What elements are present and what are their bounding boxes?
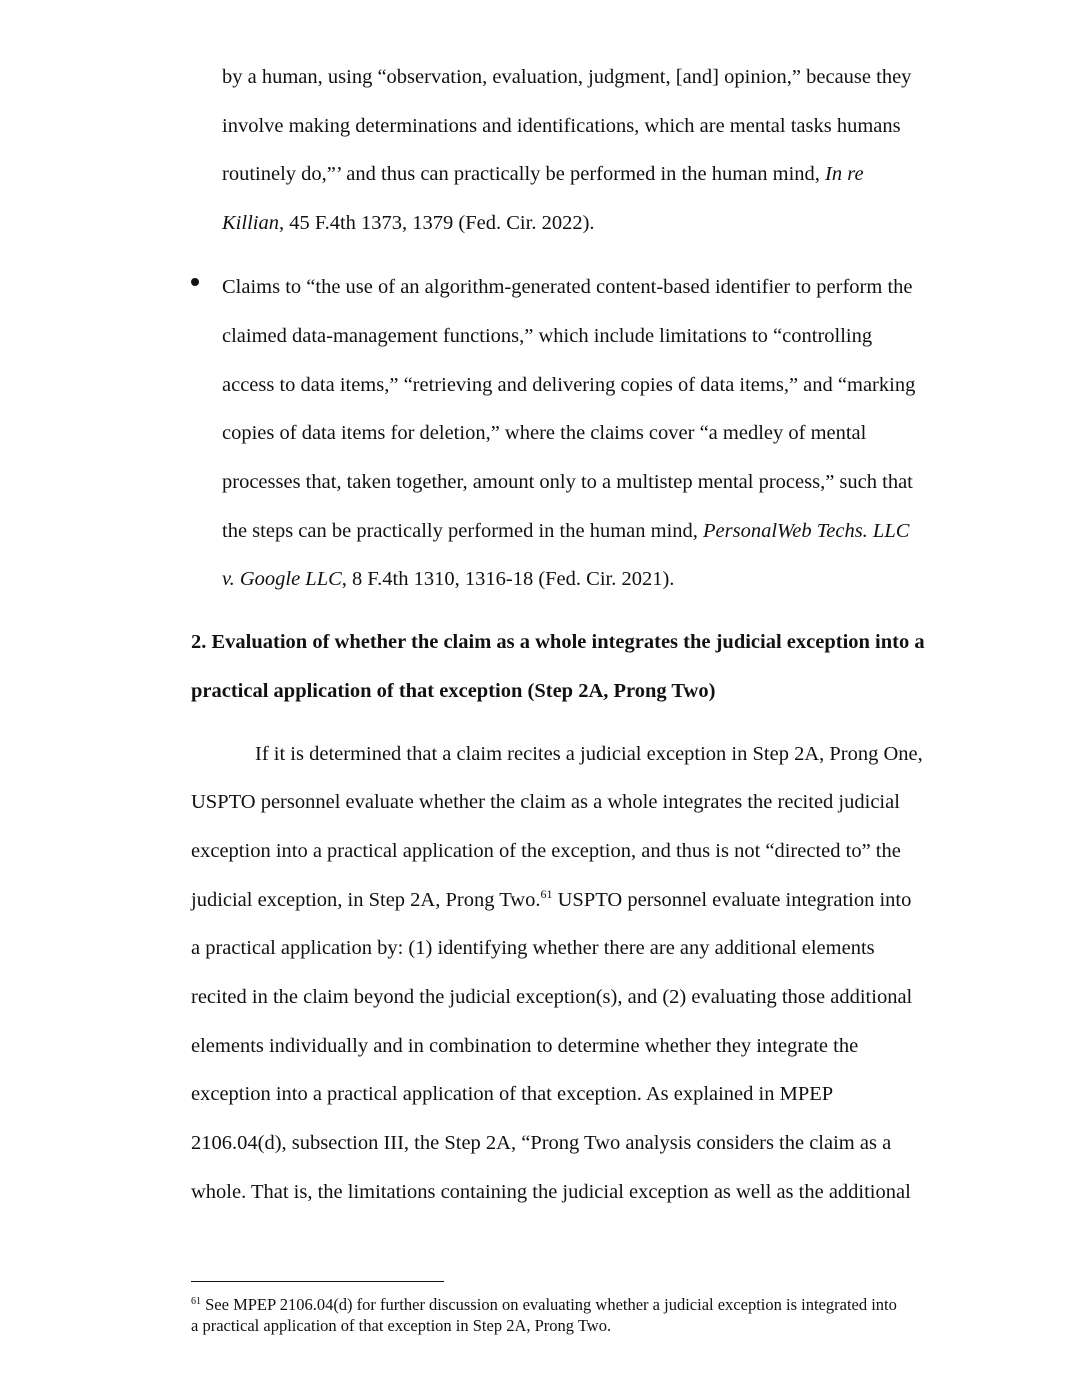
bullet-line-1: Claims to “the use of an algorithm-generated content-based identifier to perform the <box>222 276 913 298</box>
body-line-2: USPTO personnel evaluate whether the claim as a whole integrates the recited judicial <box>191 791 900 813</box>
bullet-line-2: claimed data-management functions,” which include limitations to “controlling <box>222 325 873 347</box>
bullet-line-7 <box>222 566 674 592</box>
continuation-line-2: involve making determinations and identifications, which are mental tasks humans <box>222 115 901 137</box>
case-name-in-re: In re <box>825 163 864 185</box>
footnote-separator <box>191 1281 444 1282</box>
body-line-3: exception into a practical application of the exception, and thus is not “directed to” the <box>191 840 901 862</box>
section-heading-line-1: 2. Evaluation of whether the claim as a whole integrates the judicial exception into a <box>191 631 925 653</box>
continuation-text: routinely do,”’ and thus can practically be performed in the human mind, <box>222 163 826 185</box>
body-line-1: If it is determined that a claim recites a judicial exception in Step 2A, Prong One, <box>255 743 923 765</box>
continuation-line-1: by a human, using “observation, evaluation, judgment, [and] opinion,” because they <box>222 66 912 88</box>
bullet-text: the steps can be practically performed in the human mind, <box>222 520 704 542</box>
body-line-7: elements individually and in combination to determine whether they integrate the <box>191 1035 859 1057</box>
footnote-line-2: a practical application of that exception in Step 2A, Prong Two. <box>191 1316 612 1335</box>
body-line-6: recited in the claim beyond the judicial exception(s), and (2) evaluating those additional <box>191 986 913 1008</box>
continuation-line-4 <box>222 210 595 236</box>
footnote-text: See MPEP 2106.04(d) for further discussion on evaluating whether a judicial exception is integrated into <box>201 1295 897 1314</box>
citation-text: , 8 F.4th 1310, 1316-18 (Fed. Cir. 2021). <box>341 568 675 590</box>
body-text: USPTO personnel evaluate integration into <box>552 889 912 911</box>
bullet-line-5: processes that, taken together, amount only to a multistep mental process,” such that <box>222 471 913 493</box>
bullet-icon <box>191 278 199 286</box>
section-heading-line-2: practical application of that exception (Step 2A, Prong Two) <box>191 680 716 702</box>
bullet-line-6 <box>222 518 909 544</box>
body-line-8: exception into a practical application of that exception. As explained in MPEP <box>191 1083 834 1105</box>
continuation-line-3 <box>222 161 864 187</box>
case-name-killian: Killian <box>222 212 279 234</box>
bullet-line-4: copies of data items for deletion,” where the claims cover “a medley of mental <box>222 422 867 444</box>
case-name-personalweb: PersonalWeb Techs. LLC <box>703 520 910 542</box>
footnote-reference[interactable]: 61 <box>540 887 553 901</box>
footnote-line-1 <box>191 1295 897 1318</box>
case-name-google: v. Google LLC <box>222 568 342 590</box>
citation-text: , 45 F.4th 1373, 1379 (Fed. Cir. 2022). <box>278 212 595 234</box>
body-line-10: whole. That is, the limitations containing the judicial exception as well as the additional <box>191 1181 911 1203</box>
footnote-number: 61 <box>191 1296 201 1307</box>
body-text: judicial exception, in Step 2A, Prong Two. <box>191 889 541 911</box>
body-line-4 <box>191 887 911 915</box>
body-line-5: a practical application by: (1) identifying whether there are any additional elements <box>191 937 875 959</box>
body-line-9: 2106.04(d), subsection III, the Step 2A, “Prong Two analysis considers the claim as a <box>191 1132 892 1154</box>
bullet-line-3: access to data items,” “retrieving and delivering copies of data items,” and “marking <box>222 374 916 396</box>
